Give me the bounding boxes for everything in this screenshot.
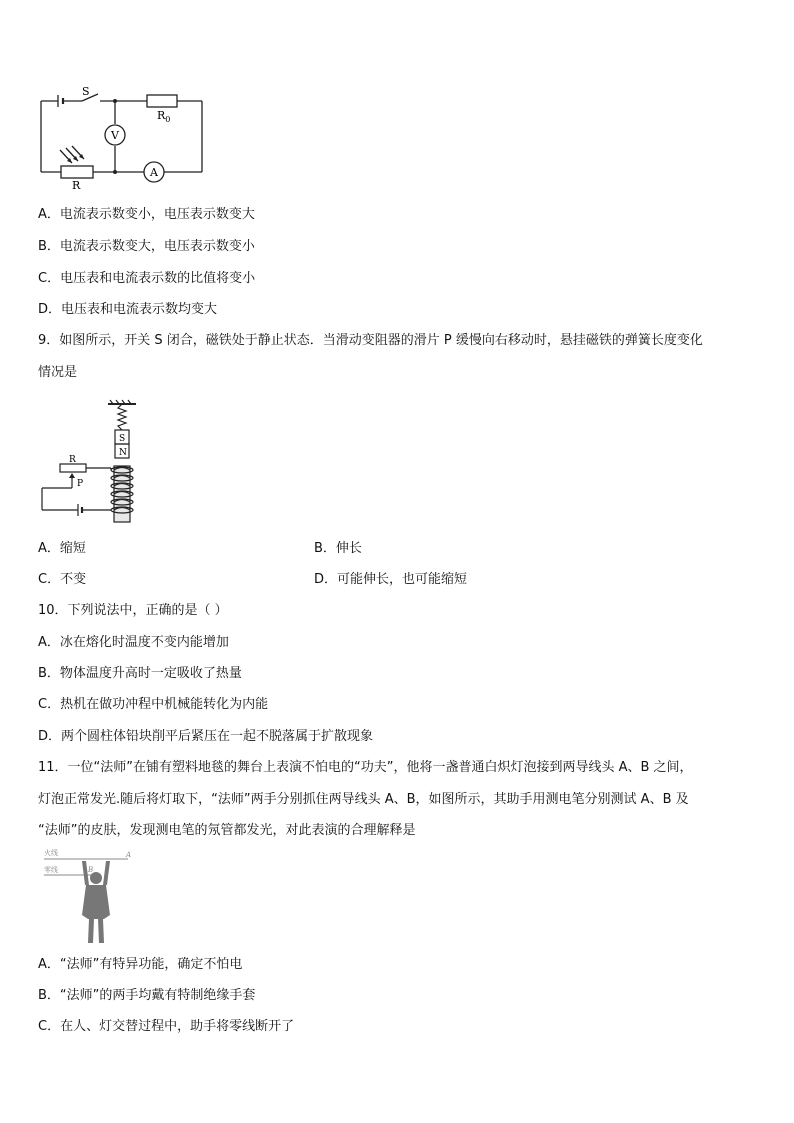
q11-option-b: B．“法师”的两手均戴有特制绝缘手套	[38, 988, 256, 1003]
q11-stem-line1: 11．一位“法师”在铺有塑料地毯的舞台上表演不怕电的“功夫”，他将一盏普通白炽灯泡接到两导线头 A、B 之间，	[38, 760, 693, 775]
slider-label: P	[77, 479, 84, 489]
q10-option-a: A．冰在熔化时温度不变内能增加	[38, 635, 229, 650]
rheostat-label: R	[69, 455, 76, 465]
q11-stem-line2: 灯泡正常发光.随后将灯取下，“法师”两手分别抓住两导线头 A、B，如图所示，其助手用测电笔分别测试 A、B 及	[38, 792, 689, 807]
neutral-wire-label: 零线	[44, 866, 58, 874]
q8-option-d: D．电压表和电流表示数均变大	[38, 302, 218, 317]
q10-option-b: B．物体温度升高时一定吸收了热量	[38, 666, 242, 681]
ammeter-label: A	[150, 166, 158, 179]
performer-figure	[40, 845, 140, 945]
q9-option-b: B．伸长	[314, 541, 362, 556]
q9-option-c: C．不变	[38, 572, 87, 587]
q8-option-c: C．电压表和电流表示数的比值将变小	[38, 271, 256, 286]
q10-option-d: D．两个圆柱体铅块削平后紧压在一起不脱落属于扩散现象	[38, 729, 374, 744]
q8-option-b: B．电流表示数变大，电压表示数变小	[38, 239, 255, 254]
electromagnet-figure	[36, 398, 148, 526]
q9-stem-line1: 9．如图所示，开关 S 闭合，磁铁处于静止状态．当滑动变阻器的滑片 P 缓慢向右移动时，悬挂磁铁的弹簧长度变化	[38, 333, 703, 348]
point-a-label: A	[126, 851, 132, 859]
live-wire-label: 火线	[44, 849, 58, 857]
point-b-label: B	[88, 866, 94, 874]
q10-option-c: C．热机在做功冲程中机械能转化为内能	[38, 697, 269, 712]
q11-stem-line3: “法师”的皮肤，发现测电笔的氖管都发光，对此表演的合理解释是	[38, 823, 416, 838]
q9-option-d: D．可能伸长，也可能缩短	[314, 572, 468, 587]
q8-option-a: A．电流表示数变小，电压表示数变大	[38, 207, 255, 222]
q10-stem: 10．下列说法中，正确的是（ ）	[38, 603, 228, 618]
magnet-top-label: S	[119, 434, 126, 444]
ldr-label: R	[72, 179, 81, 192]
voltmeter-label: V	[111, 129, 119, 142]
switch-label: S	[82, 85, 90, 98]
q9-option-a: A．缩短	[38, 541, 86, 556]
q9-stem-line2: 情况是	[38, 365, 78, 380]
magnet-bottom-label: N	[119, 448, 127, 458]
circuit-figure-1	[30, 80, 220, 192]
q11-option-a: A．“法师”有特异功能，确定不怕电	[38, 957, 243, 972]
q11-option-c: C．在人、灯交替过程中，助手将零线断开了	[38, 1019, 295, 1034]
r0-label: $R_0$	[157, 109, 171, 124]
